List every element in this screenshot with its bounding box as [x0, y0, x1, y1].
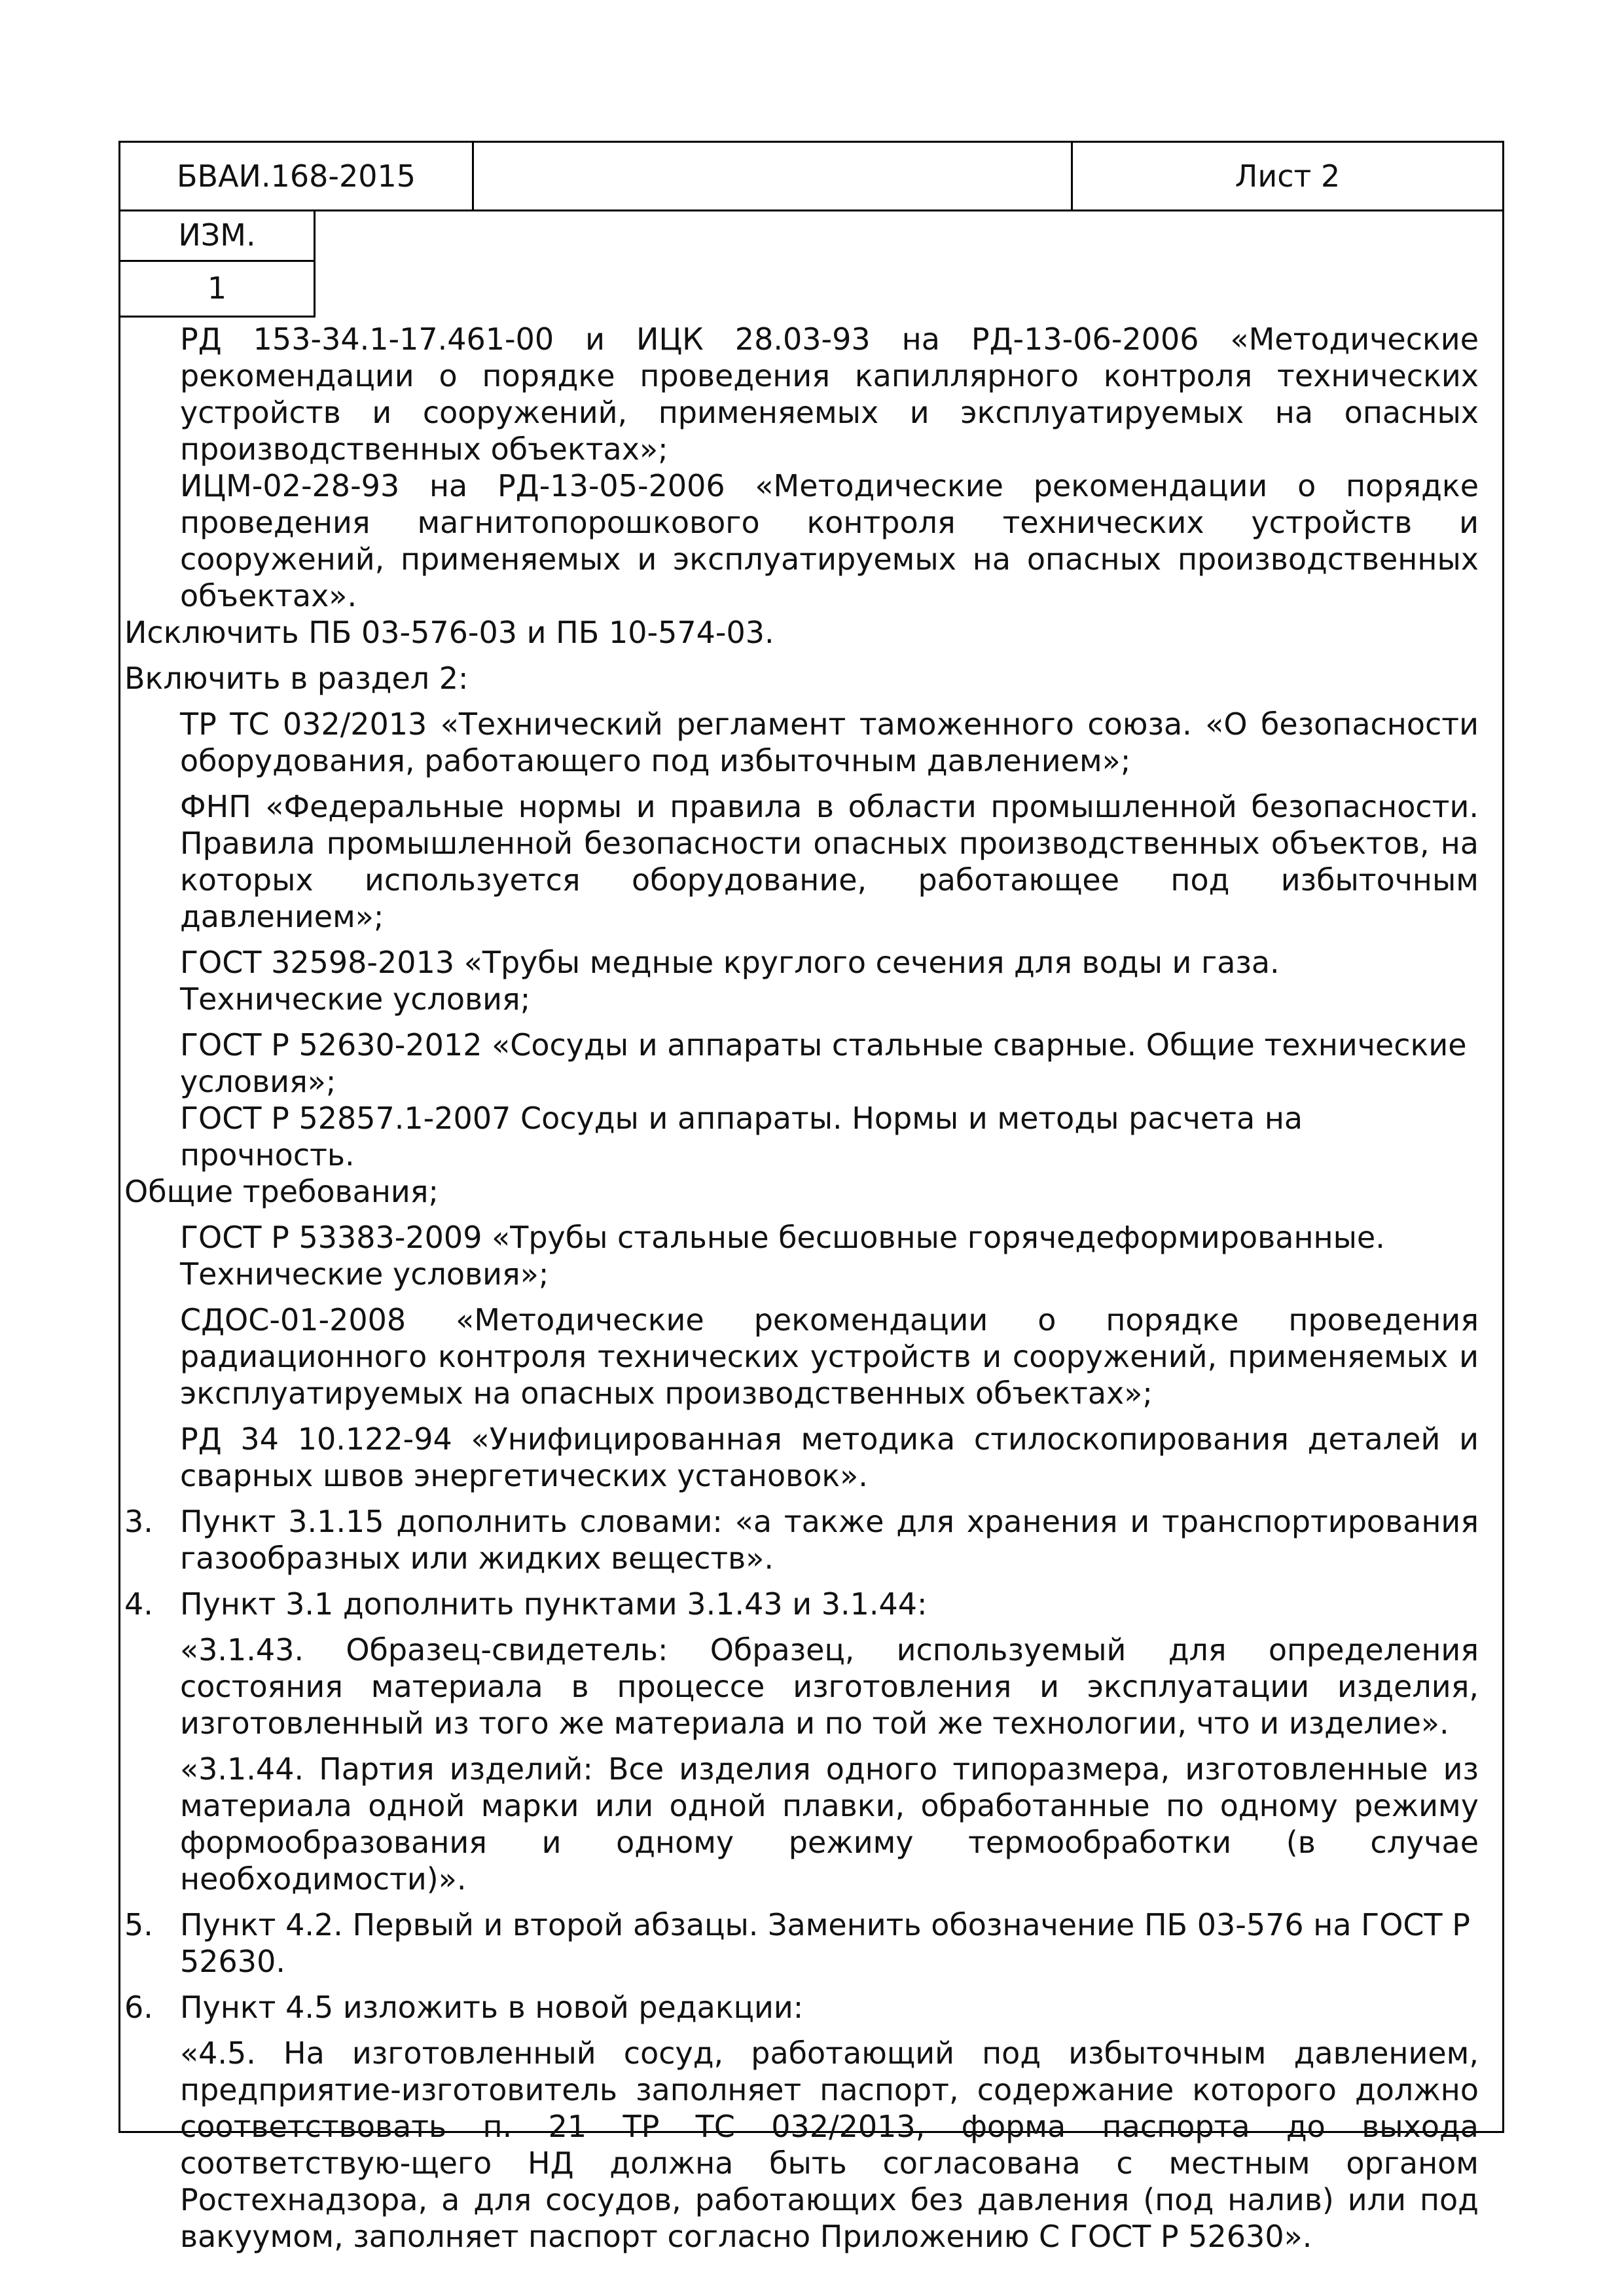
list-text: Пункт 3.1.15 дополнить словами: «а также для хранения и транспортирования газообразных или жидких веществ».: [180, 1504, 1479, 1576]
list-item: [124, 1503, 1479, 1576]
header-middle-cell: [474, 143, 1073, 210]
quoted-definition: «3.1.43. Образец-свидетель: Образец, используемый для определения состояния материала в процессе изготовления и эксплуатации изделия, изготовленный из того же материала и по той же технологии, что и изделие».: [180, 1632, 1479, 1741]
revision-box: [120, 210, 316, 318]
reference-item: ГОСТ 32598-2013 «Трубы медные круглого сечения для воды и газа. Технические условия;: [180, 945, 1280, 1017]
sheet-number: Лист 2: [1235, 158, 1341, 194]
reference-item: ФНП «Федеральные нормы и правила в области промышленной безопасности. Правила промышленной безопасности опасных производственных объектов, на которых используется оборудование, работающее под избыточным давлением»;: [180, 789, 1479, 934]
list-text: Пункт 3.1 дополнить пунктами 3.1.43 и 3.1.44:: [180, 1586, 928, 1622]
list-item: [124, 1906, 1479, 1980]
reference-item: РД 34 10.122-94 «Унифицированная методика стилоскопирования деталей и сварных швов энергетических установок».: [180, 1421, 1479, 1493]
list-number: 5.: [124, 1907, 153, 1942]
paragraph: Включить в раздел 2:: [124, 661, 469, 696]
reference-item: СДОС-01-2008 «Методические рекомендации о порядке проведения радиационного контроля технических устройств и сооружений, применяемых и эксплуатируемых на опасных производственных объектах»;: [180, 1302, 1479, 1411]
quoted-definition: «3.1.44. Партия изделий: Все изделия одного типоразмера, изготовленные из материала одной марки или одной плавки, обработанные по одному режиму формообразования и одному режиму термообработки (в случае необходимости)».: [180, 1751, 1479, 1897]
reference-item: ТР ТС 032/2013 «Технический регламент таможенного союза. «О безопасности оборудования, работающего под избыточным давлением»;: [180, 706, 1479, 778]
amendment-text: [120, 321, 1502, 2255]
list-number: 4.: [124, 1586, 153, 1622]
document-code: БВАИ.168-2015: [120, 143, 474, 210]
quoted-definition: «4.5. На изготовленный сосуд, работающий под избыточным давлением, предприятие-изготовитель заполняет паспорт, содержание которого должно соответствовать п. 21 ТР ТС 032/2013, форма паспорта до выхода соответствую-щего НД должна быть согласована с местным органом Ростехнадзора, а для сосудов, работающих без давления (под налив) или под вакуумом, заполняет паспорт согласно Приложению С ГОСТ Р 52630».: [180, 2035, 1479, 2254]
list-text: Пункт 4.5 изложить в новой редакции:: [180, 1990, 804, 2025]
paragraph: Исключить ПБ 03-576-03 и ПБ 10-574-03.: [124, 615, 774, 650]
reference-item: ГОСТ Р 52630-2012 «Сосуды и аппараты стальные сварные. Общие технические условия»;: [180, 1027, 1467, 1099]
reference-item: ГОСТ Р 53383-2009 «Трубы стальные бесшовные горячедеформированные. Технические условия»;: [180, 1220, 1385, 1292]
revision-number: 1: [207, 270, 227, 306]
revision-label: ИЗМ.: [120, 210, 314, 262]
reference-item: ГОСТ Р 52857.1-2007 Сосуды и аппараты. Нормы и методы расчета на прочность.: [180, 1101, 1303, 1173]
page-frame: [118, 141, 1504, 2254]
list-item: [124, 1586, 1479, 1622]
header-row: [120, 143, 1502, 211]
list-text: Пункт 4.2. Первый и второй абзацы. Заменить обозначение ПБ 03-576 на ГОСТ Р 52630.: [180, 1907, 1471, 1979]
reference-item-continuation: Общие требования;: [124, 1174, 439, 1209]
paragraph: РД 153-34.1-17.461-00 и ИЦК 28.03-93 на РД-13-06-2006 «Методические рекомендации о порядке проведения капиллярного контроля технических устройств и сооружений, применяемых и эксплуатируемых на опасных производственных объектах»;: [180, 321, 1479, 467]
list-number: 3.: [124, 1504, 153, 1539]
list-item: [124, 1989, 1479, 2026]
list-number: 6.: [124, 1990, 153, 2025]
paragraph: ИЦМ-02-28-93 на РД-13-05-2006 «Методические рекомендации о порядке проведения магнитопорошкового контроля технических устройств и сооружений, применяемых и эксплуатируемых на опасных производственных объектах».: [180, 468, 1479, 613]
